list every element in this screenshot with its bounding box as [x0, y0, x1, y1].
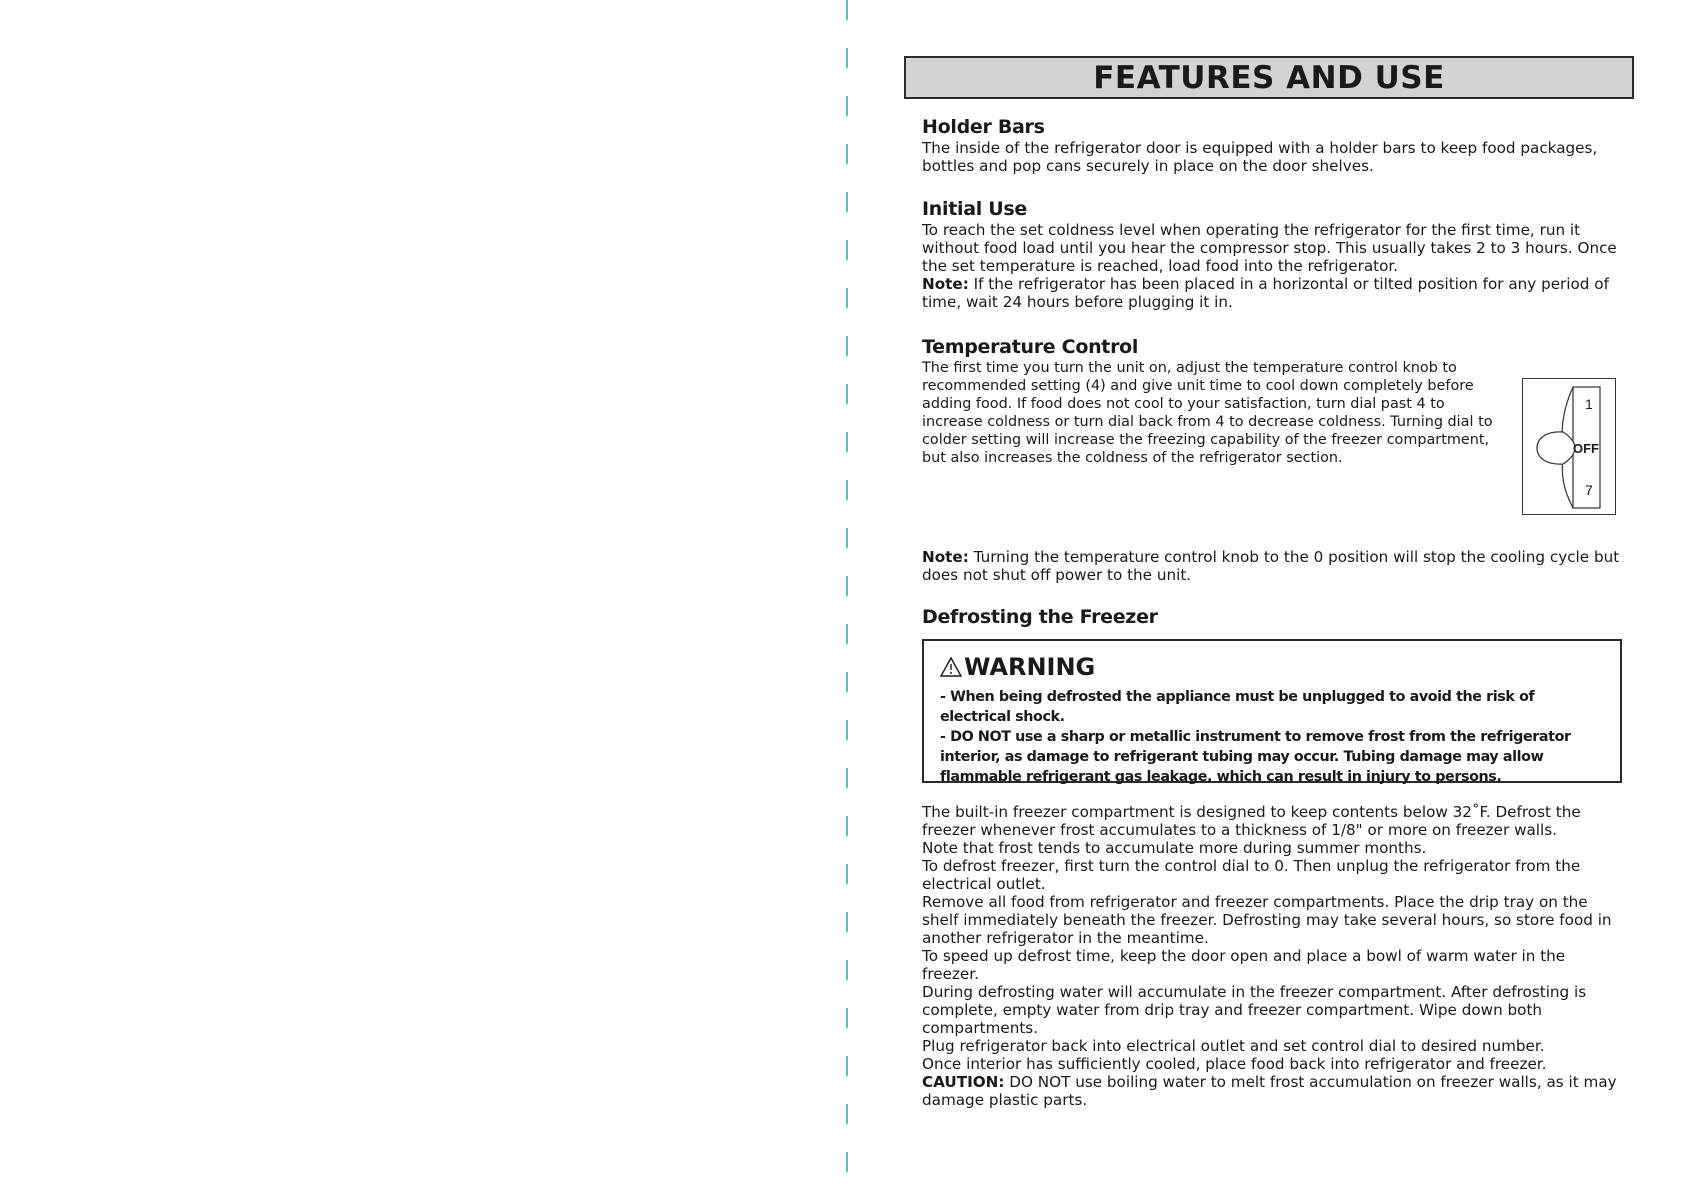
dial-label-middle: OFF — [1573, 441, 1599, 456]
dial-label-bottom: 7 — [1585, 482, 1593, 498]
warning-line: - DO NOT use a sharp or metallic instrument to remove frost from the refrigerator interior, as damage to refrigerant tubing may occur. Tubing damage may allow flammable refrigerant gas leakage, which can result in injury to persons. — [940, 729, 1571, 785]
defrosting-heading: Defrosting the Freezer — [922, 606, 1158, 628]
warning-box — [922, 639, 1622, 783]
manual-page — [904, 56, 1634, 1109]
note-label: Note: — [922, 275, 969, 293]
dial-graphic — [1523, 379, 1617, 516]
fold-line — [846, 0, 848, 1191]
caution-paragraph — [922, 1073, 1622, 1109]
note-label: Note: — [922, 548, 969, 566]
temperature-note — [922, 548, 1622, 584]
defrost-paragraph: Note that frost tends to accumulate more during summer months. — [922, 839, 1427, 857]
defrost-paragraph: Plug refrigerator back into electrical outlet and set control dial to desired number. — [922, 1037, 1545, 1055]
initial-use-text: To reach the set coldness level when operating the refrigerator for the first time, run it without food load until you hear the compressor stop. This usually takes 2 to 3 hours. Once the set temperature is reached, load food into the refrigerator. — [922, 221, 1617, 275]
dial-label-top: 1 — [1585, 396, 1593, 412]
warning-line: - When being defrosted the appliance must be unplugged to avoid the risk of electrical shock. — [940, 689, 1535, 725]
warning-triangle-icon — [940, 656, 962, 678]
caution-label: CAUTION: — [922, 1073, 1005, 1091]
section-defrosting-heading — [922, 606, 1622, 629]
holder-bars-heading: Holder Bars — [922, 116, 1045, 138]
warning-label: WARNING — [964, 653, 1096, 681]
section-temperature-note — [922, 548, 1622, 584]
section-defrosting-body — [922, 803, 1622, 1109]
initial-use-heading: Initial Use — [922, 198, 1027, 220]
initial-use-note — [922, 275, 1622, 311]
holder-bars-text: The inside of the refrigerator door is equipped with a holder bars to keep food packages, bottles and pop cans securely in place on the door shelves. — [922, 139, 1598, 175]
section-initial-use — [922, 198, 1622, 311]
temperature-control-text: The first time you turn the unit on, adjust the temperature control knob to recommended setting (4) and give unit time to cool down completely before adding food. If food does not cool to your satisfaction, turn dial past 4 to increase coldness or turn dial back from 4 to decrease coldness. Turning dial to colder setting will increase the freezing capability of the freezer compartment, but also increases the coldness of the refrigerator section. — [922, 360, 1493, 466]
temperature-control-heading: Temperature Control — [922, 336, 1139, 358]
note-text: Turning the temperature control knob to the 0 position will stop the cooling cycle but does not shut off power to the unit. — [922, 548, 1620, 584]
section-holder-bars — [922, 116, 1622, 175]
note-text: If the refrigerator has been placed in a horizontal or tilted position for any period of time, wait 24 hours before plugging it in. — [922, 275, 1609, 311]
page-title: FEATURES AND USE — [1093, 59, 1445, 96]
temperature-dial-illustration — [1522, 378, 1616, 515]
defrost-paragraph: Once interior has sufficiently cooled, place food back into refrigerator and freezer. — [922, 1055, 1547, 1073]
defrost-paragraph: The built-in freezer compartment is designed to keep contents below 32˚F. Defrost the freezer whenever frost accumulates to a thickness of 1/8" or more on freezer walls. — [922, 803, 1581, 839]
section-temperature-control — [922, 336, 1502, 467]
defrost-paragraph: To defrost freezer, first turn the control dial to 0. Then unplug the refrigerator from the electrical outlet. — [922, 857, 1581, 893]
defrost-paragraph: Remove all food from refrigerator and freezer compartments. Place the drip tray on the shelf immediately beneath the freezer. Defrosting may take several hours, so store food in another refrigerator in the meantime. — [922, 893, 1612, 947]
caution-text: DO NOT use boiling water to melt frost accumulation on freezer walls, as it may damage plastic parts. — [922, 1073, 1617, 1109]
defrost-paragraph: To speed up defrost time, keep the door open and place a bowl of warm water in the freezer. — [922, 947, 1566, 983]
defrost-paragraph: During defrosting water will accumulate in the freezer compartment. After defrosting is complete, empty water from drip tray and freezer compartment. Wipe down both compartments. — [922, 983, 1587, 1037]
title-bar — [904, 56, 1634, 99]
warning-title — [940, 651, 1604, 683]
